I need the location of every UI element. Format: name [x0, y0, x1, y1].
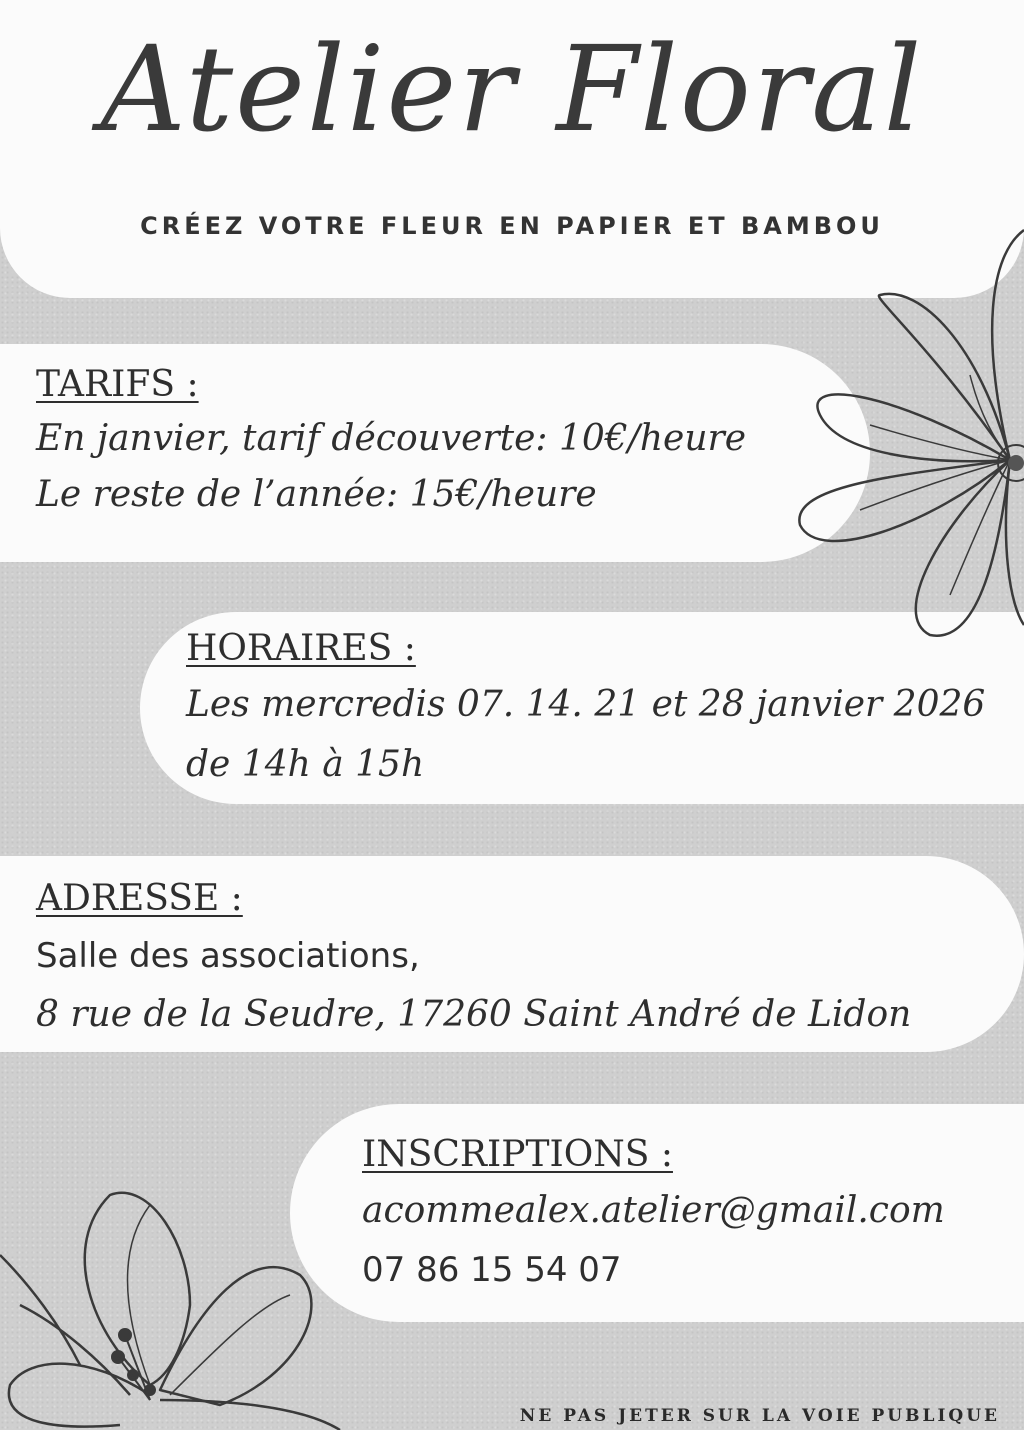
open-flower-icon	[780, 225, 1024, 650]
horaires-heading: HORAIRES :	[186, 628, 416, 669]
inscriptions-heading: INSCRIPTIONS :	[362, 1134, 673, 1175]
footer-notice: NE PAS JETER SUR LA VOIE PUBLIQUE	[519, 1406, 1000, 1426]
lily-flower-icon	[0, 1185, 350, 1430]
adresse-line-2: 8 rue de la Seudre, 17260 Saint André de Lidon	[36, 994, 912, 1035]
tarifs-line-2: Le reste de l’année: 15€/heure	[36, 474, 597, 515]
adresse-heading: ADRESSE :	[36, 878, 243, 919]
inscriptions-phone: 07 86 15 54 07	[362, 1250, 622, 1290]
adresse-line-1: Salle des associations,	[36, 936, 420, 976]
page-title: Atelier Floral	[100, 20, 924, 158]
horaires-line-2: de 14h à 15h	[186, 744, 425, 785]
horaires-line-1: Les mercredis 07. 14. 21 et 28 janvier 2026	[186, 684, 986, 725]
tarifs-heading: TARIFS :	[36, 364, 199, 405]
inscriptions-email: acommealex.atelier@gmail.com	[362, 1190, 945, 1231]
page-subtitle: CRÉEZ VOTRE FLEUR EN PAPIER ET BAMBOU	[140, 212, 884, 240]
tarifs-line-1: En janvier, tarif découverte: 10€/heure	[36, 418, 747, 459]
